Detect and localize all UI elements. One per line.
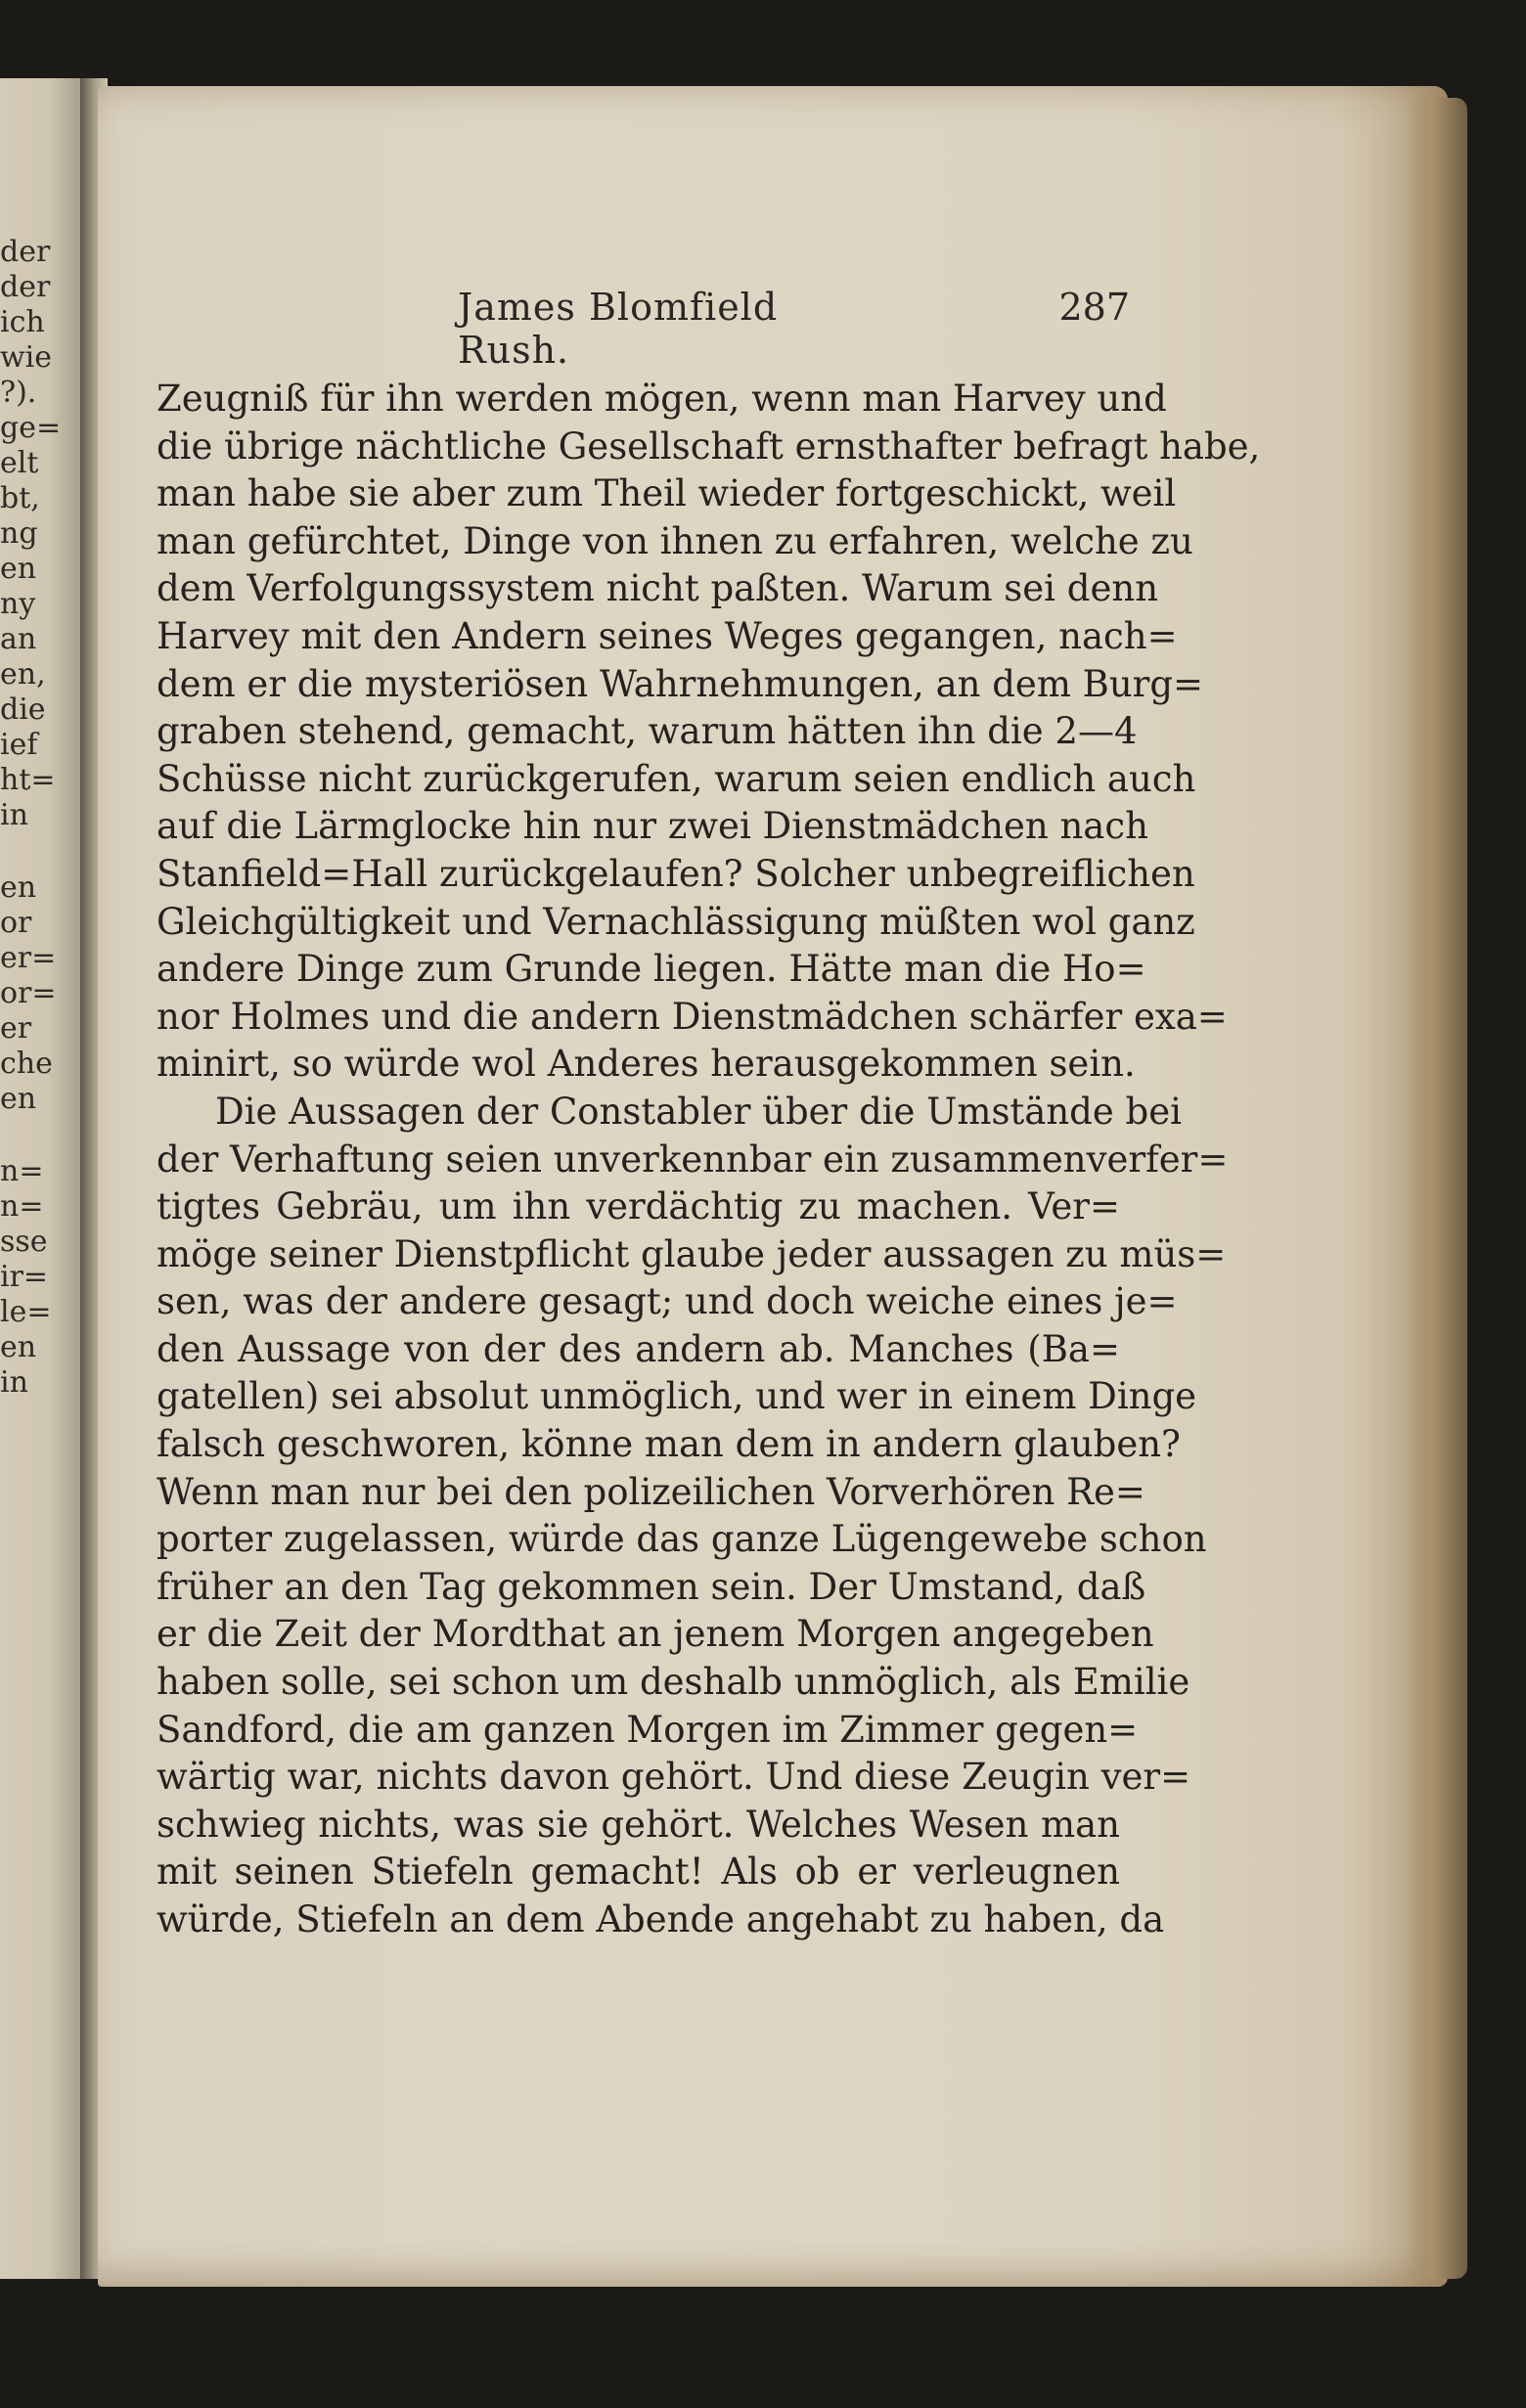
- left-page-fragment: in: [0, 1365, 28, 1400]
- text-line: Stanfield=Hall zurückgelaufen? Solcher unbegreiflichen: [157, 852, 1195, 895]
- text-line: Harvey mit den Andern seines Weges gegangen, nach=: [157, 614, 1178, 657]
- left-page-fragment: le=: [0, 1295, 52, 1329]
- text-line: nor Holmes und die andern Dienstmädchen schärfer exa=: [157, 995, 1228, 1038]
- text-line: dem er die mysteriösen Wahrnehmungen, an dem Burg=: [157, 662, 1204, 705]
- text-line: Schüsse nicht zurückgerufen, warum seien endlich auch: [157, 757, 1196, 800]
- text-line: gatellen) sei absolut unmöglich, und wer in einem Dinge: [157, 1375, 1197, 1418]
- running-title: James Blomfield Rush.: [458, 286, 779, 372]
- left-page-fragment: ir=: [0, 1260, 49, 1294]
- text-line: würde, Stiefeln an dem Abende angehabt zu haben, da: [157, 1898, 1165, 1940]
- left-page-fragment: n=: [0, 1189, 44, 1224]
- left-page-fragment: er: [0, 1011, 32, 1046]
- left-page-fragment: ief: [0, 728, 38, 762]
- left-page-fragment: ?).: [0, 376, 37, 410]
- text-line: Zeugniß für ihn werden mögen, wenn man Harvey und: [157, 378, 1167, 420]
- left-page-fragment: er=: [0, 941, 57, 975]
- left-page-fragment: en,: [0, 657, 46, 691]
- text-line: porter zugelassen, würde das ganze Lügengewebe schon: [157, 1518, 1207, 1561]
- left-page-fragment: in: [0, 798, 28, 832]
- left-page-fragment: en: [0, 1082, 37, 1116]
- left-page-edge: [0, 78, 80, 2279]
- text-line: auf die Lärmglocke hin nur zwei Dienstmädchen nach: [157, 805, 1148, 848]
- left-page-fragment: der: [0, 270, 51, 304]
- text-line: Sandford, die am ganzen Morgen im Zimmer gegen=: [157, 1708, 1139, 1751]
- text-line: Die Aussagen der Constabler über die Umstände bei: [215, 1090, 1182, 1133]
- text-line: haben solle, sei schon um deshalb unmöglich, als Emilie: [157, 1661, 1190, 1704]
- text-line: man gefürchtet, Dinge von ihnen zu erfahren, welche zu: [157, 519, 1193, 562]
- text-line: der Verhaftung seien unverkennbar ein zusammenverfer=: [157, 1137, 1229, 1181]
- left-page-fragment: wie: [0, 340, 53, 375]
- left-page-fragment: bt,: [0, 481, 40, 515]
- text-line: minirt, so würde wol Anderes herausgekommen sein.: [157, 1043, 1136, 1086]
- text-line: dem Verfolgungssystem nicht paßten. Warum sei denn: [157, 567, 1159, 610]
- left-page-fragment: che: [0, 1047, 53, 1081]
- left-page-fragment: en: [0, 552, 37, 586]
- text-line: graben stehend, gemacht, warum hätten ihn die 2—4: [157, 710, 1138, 753]
- left-page-fragment: or: [0, 906, 32, 940]
- page-number: 287: [1058, 286, 1130, 329]
- left-page-fragment: die: [0, 692, 46, 727]
- text-line: den Aussage von der des andern ab. Manches (Ba=: [157, 1327, 1120, 1370]
- left-page-fragment: ht=: [0, 763, 56, 797]
- left-page-fragment: ng: [0, 516, 38, 551]
- left-page-fragment: or=: [0, 976, 57, 1010]
- text-line: andere Dinge zum Grunde liegen. Hätte man die Ho=: [157, 948, 1146, 991]
- left-page-fragment: n=: [0, 1154, 44, 1188]
- text-line: die übrige nächtliche Gesellschaft ernsthafter befragt habe,: [157, 424, 1261, 468]
- text-line: falsch geschworen, könne man dem in andern glauben?: [157, 1423, 1181, 1466]
- left-page-fragment: an: [0, 622, 37, 656]
- text-line: Gleichgültigkeit und Vernachlässigung müßten wol ganz: [157, 900, 1195, 943]
- text-line: wärtig war, nichts davon gehört. Und diese Zeugin ver=: [157, 1756, 1191, 1799]
- text-line: mit seinen Stiefeln gemacht! Als ob er verleugnen: [157, 1851, 1120, 1894]
- left-page-fragment: der: [0, 235, 51, 269]
- left-page-fragment: ge=: [0, 411, 62, 445]
- text-line: er die Zeit der Mordthat an jenem Morgen angegeben: [157, 1613, 1154, 1656]
- text-line: möge seiner Dienstpflicht glaube jeder aussagen zu müs=: [157, 1232, 1227, 1275]
- left-page-fragment: elt: [0, 446, 39, 480]
- text-line: früher an den Tag gekommen sein. Der Umstand, daß: [157, 1565, 1146, 1608]
- body-text: [157, 376, 1261, 1944]
- left-page-fragment: sse: [0, 1225, 48, 1259]
- text-line: sen, was der andere gesagt; und doch weiche eines je=: [157, 1280, 1178, 1323]
- left-page-fragment: en: [0, 1330, 37, 1364]
- text-line: man habe sie aber zum Theil wieder fortgeschickt, weil: [157, 472, 1177, 515]
- left-page-fragment: ich: [0, 305, 45, 339]
- text-line: tigtes Gebräu, um ihn verdächtig zu machen. Ver=: [157, 1185, 1120, 1228]
- page-edge-shadow: [1409, 98, 1467, 2279]
- text-line: Wenn man nur bei den polizeilichen Vorverhören Re=: [157, 1470, 1145, 1513]
- left-page-fragment: en: [0, 870, 37, 905]
- left-page-fragment: ny: [0, 587, 36, 621]
- text-line: schwieg nichts, was sie gehört. Welches Wesen man: [157, 1803, 1120, 1846]
